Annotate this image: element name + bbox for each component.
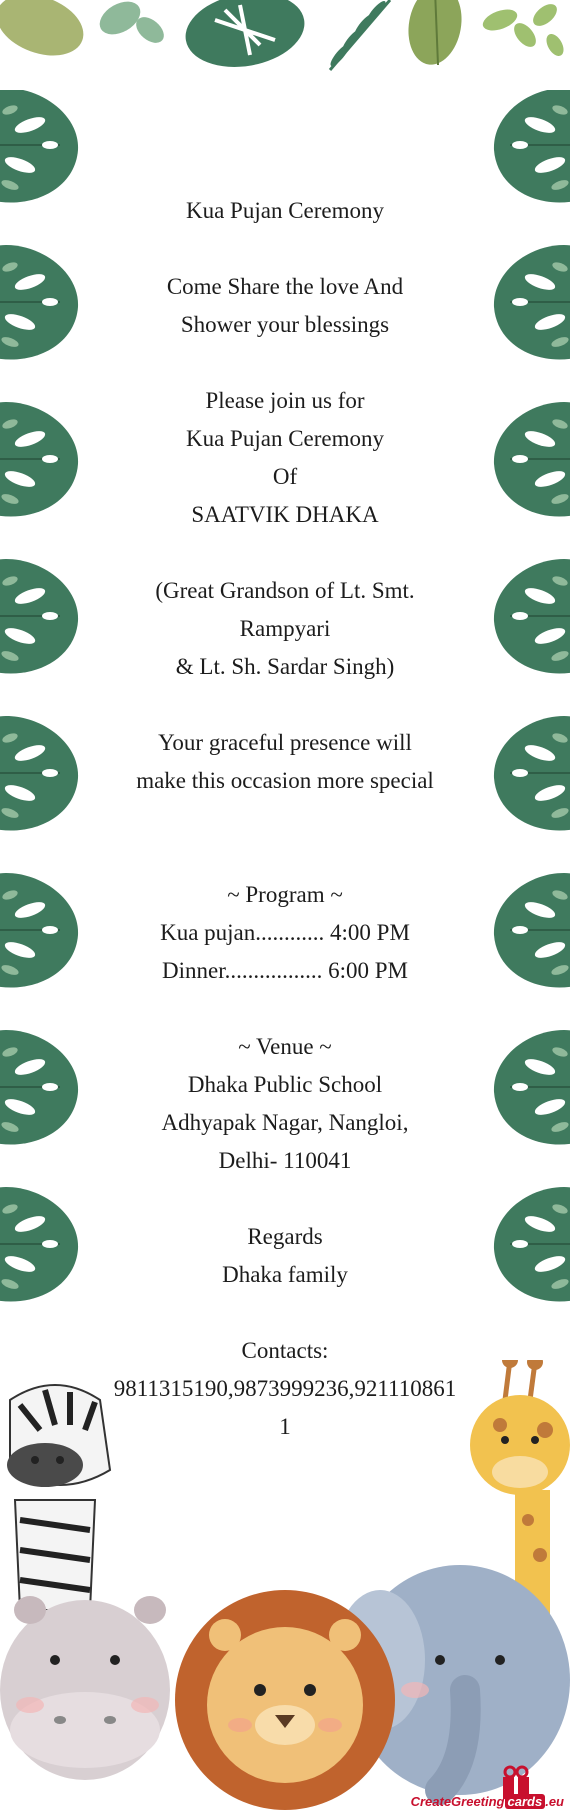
join-line-2: Kua Pujan Ceremony — [185, 426, 384, 451]
brand-part-2: cards — [505, 1794, 546, 1809]
hippo-icon — [0, 1596, 170, 1780]
join-line-1: Please join us for — [205, 388, 365, 413]
regards-from: Dhaka family — [222, 1262, 348, 1287]
lion-icon — [175, 1590, 395, 1810]
regards-section — [110, 1218, 460, 1294]
join-line-3: Of — [272, 464, 298, 489]
program-section — [110, 876, 460, 990]
brand-watermark — [411, 1794, 564, 1809]
presence-line-2: make this occasion more special — [136, 768, 434, 793]
program-item-dinner: Dinner................. 6:00 PM — [162, 958, 408, 983]
venue-section — [110, 1028, 460, 1180]
venue-line-1: Dhaka Public School — [187, 1072, 383, 1097]
top-foliage — [0, 0, 570, 80]
contact-numbers: 9811315190,9873999236,9211108611 — [113, 1376, 457, 1439]
right-leaf-column — [490, 90, 570, 1340]
invitation-text — [110, 192, 460, 800]
invite-line-2: Shower your blessings — [180, 312, 390, 337]
contacts-title: Contacts: — [241, 1338, 329, 1363]
zebra-icon — [7, 1385, 110, 1610]
program-title: ~ Program ~ — [227, 882, 343, 907]
lineage-line-3: & Lt. Sh. Sardar Singh) — [175, 654, 395, 679]
presence-line-1: Your graceful presence will — [158, 730, 412, 755]
ceremony-heading: Kua Pujan Ceremony — [185, 198, 384, 223]
left-leaf-column — [0, 90, 80, 1340]
invite-line-1: Come Share the love And — [166, 274, 404, 299]
regards-title: Regards — [247, 1224, 323, 1249]
venue-line-3: Delhi- 110041 — [218, 1148, 352, 1173]
contacts-section — [110, 1332, 460, 1446]
brand-part-1: CreateGreeting — [410, 1794, 505, 1809]
venue-line-2: Adhyapak Nagar, Nangloi, — [161, 1110, 409, 1135]
honoree-name: SAATVIK DHAKA — [191, 502, 379, 527]
lineage-line-2: Rampyari — [239, 616, 331, 641]
lineage-line-1: (Great Grandson of Lt. Smt. — [155, 578, 415, 603]
program-item-kua-pujan: Kua pujan............ 4:00 PM — [160, 920, 410, 945]
venue-title: ~ Venue ~ — [238, 1034, 332, 1059]
brand-part-3: .eu — [545, 1794, 564, 1809]
